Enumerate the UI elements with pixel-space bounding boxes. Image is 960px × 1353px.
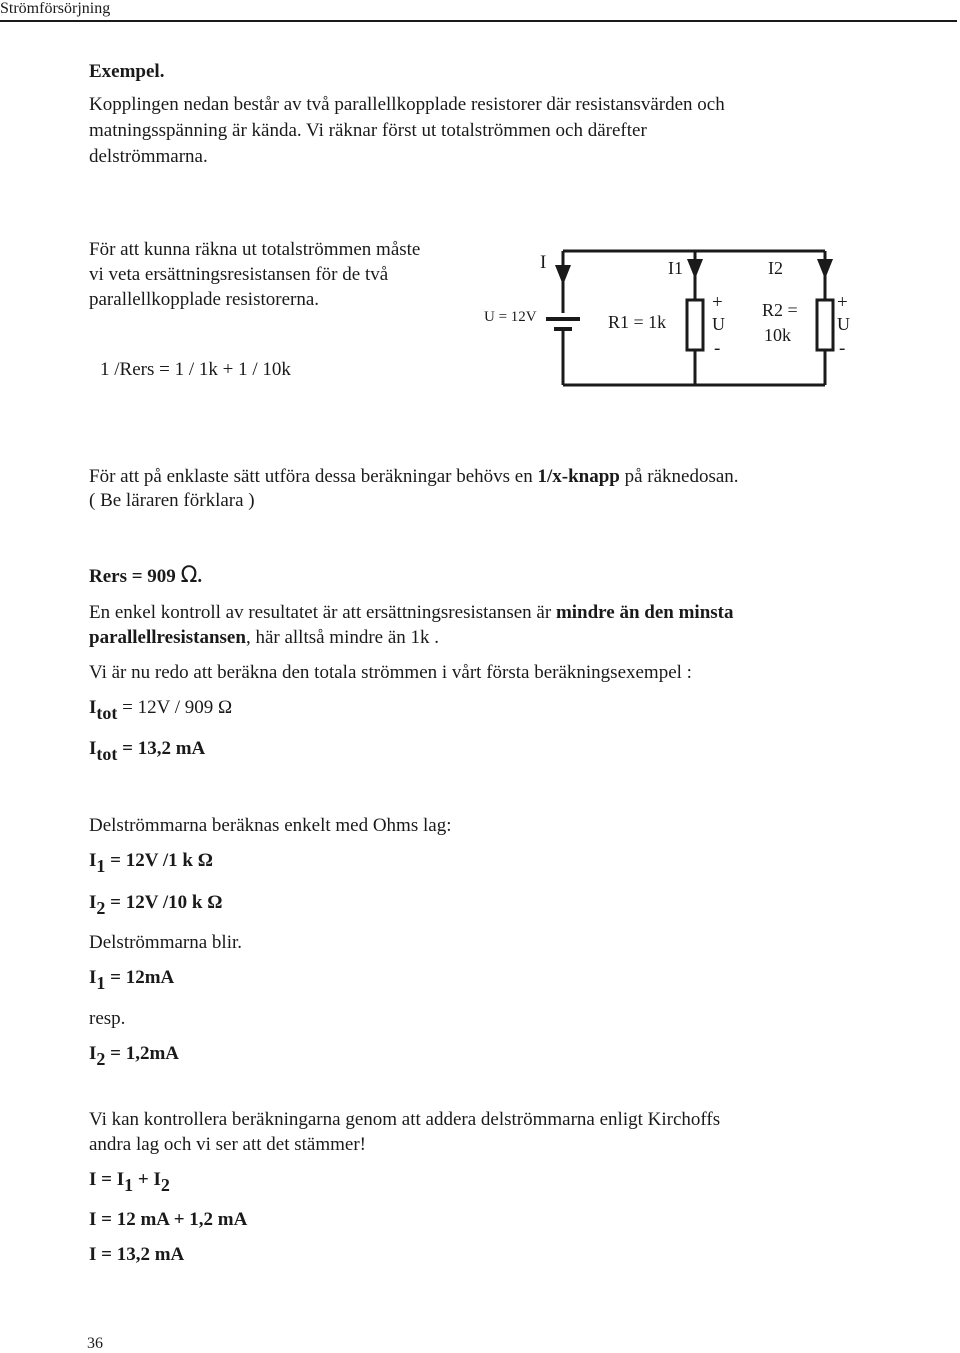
check-line-1: [89, 600, 733, 626]
calc-line-3: parallellkopplade resistorerna.: [89, 289, 320, 310]
i1-equation: [89, 850, 213, 876]
eq-rhs: = 12V /10 k Ω: [105, 892, 223, 913]
eq-lhs: I = I: [89, 1169, 125, 1190]
check-emphasis-2: parallellresistansen: [89, 627, 246, 648]
check-emphasis-1: mindre än den minsta: [555, 602, 734, 623]
current-arrow-branch2: [817, 259, 833, 279]
running-header: Strömförsörjning: [0, 0, 111, 17]
rers-result-value: Rers = 909: [89, 566, 181, 587]
rers-formula: 1 /Rers = 1 / 1k + 1 / 10k: [100, 359, 291, 380]
i1-result: [89, 967, 175, 993]
label-total-current: I: [540, 252, 547, 273]
r1-minus-sign: -: [714, 338, 721, 359]
eq-symbol: I: [89, 892, 97, 913]
tip-line-2: ( Be läraren förklara ): [89, 490, 255, 511]
circuit-diagram: [480, 245, 860, 390]
check-line-2: [89, 625, 439, 651]
eq-symbol: I: [89, 967, 97, 988]
intro-line-3: delströmmarna.: [89, 146, 208, 167]
label-branch1-current: I1: [668, 258, 683, 278]
check-text-after: , här alltså mindre än 1k .: [245, 627, 440, 648]
partial-result-label: Delströmmarna blir.: [89, 932, 243, 953]
label-r2-line1: R2 =: [762, 300, 798, 320]
ohm-symbol: Ω: [218, 697, 233, 718]
eq-symbol: I: [89, 850, 97, 871]
resistor-r1: [687, 300, 703, 350]
rers-result-period: .: [197, 566, 203, 587]
r2-plus-sign: +: [837, 292, 848, 313]
eq-symbol: I: [89, 1043, 97, 1064]
header-rule: [0, 20, 957, 22]
eq-symbol: I: [89, 738, 97, 759]
resp-label: resp.: [89, 1008, 126, 1029]
label-branch2-current: I2: [768, 258, 783, 278]
r1-plus-sign: +: [712, 292, 723, 313]
calc-line-2: vi veta ersättningsresistansen för de två: [89, 264, 389, 285]
eq-rhs: = 13,2 mA: [117, 738, 206, 759]
label-r1: R1 = 1k: [608, 312, 667, 332]
i2-result: [89, 1043, 180, 1069]
r1-voltage-label: U: [712, 314, 725, 334]
kirchhoff-values-equation: I = 12 mA + 1,2 mA: [89, 1209, 248, 1230]
page-number: 36: [87, 1335, 103, 1352]
example-heading: Exempel.: [89, 61, 165, 82]
resistor-r2: [817, 300, 833, 350]
intro-line-1: Kopplingen nedan består av två parallellkopplade resistorer där resistansvärden och: [89, 94, 725, 115]
tip-line-1: [89, 464, 739, 490]
kirchhoff-sum-equation: [89, 1169, 170, 1195]
calc-line-1: För att kunna räkna ut totalströmmen måste: [89, 239, 421, 260]
eq-symbol: I: [89, 697, 97, 718]
eq-subscript: 2: [96, 1049, 106, 1069]
eq-rhs: = 12V /1 k Ω: [105, 850, 213, 871]
current-arrow-total: [555, 265, 571, 285]
tip-text-before: För att på enklaste sätt utföra dessa beräkningar behövs en: [89, 466, 538, 487]
ohm-symbol: Ω: [180, 563, 198, 588]
eq-rhs: = 1,2mA: [105, 1043, 180, 1064]
partial-intro: Delströmmarna beräknas enkelt med Ohms lag:: [89, 815, 452, 836]
eq-subscript: 1: [124, 1175, 134, 1195]
total-intro: Vi är nu redo att beräkna den totala strömmen i vårt första beräkningsexempel :: [89, 662, 692, 683]
eq-subscript: 2: [96, 898, 106, 918]
label-r2-line2: 10k: [764, 325, 791, 345]
eq-subscript: tot: [96, 703, 118, 723]
eq-subscript: 2: [160, 1175, 170, 1195]
r2-minus-sign: -: [839, 338, 846, 359]
eq-rhs: = 12V / 909: [117, 697, 219, 718]
eq-subscript: 1: [96, 856, 106, 876]
itot-equation-2: [89, 738, 206, 764]
eq-subscript: 1: [96, 973, 106, 993]
i2-equation: [89, 892, 223, 918]
kirchhoff-result-equation: I = 13,2 mA: [89, 1244, 185, 1265]
itot-equation-1: [89, 697, 233, 723]
eq-rhs: = 12mA: [105, 967, 175, 988]
eq-plus-term: + I: [133, 1169, 161, 1190]
r2-voltage-label: U: [837, 314, 850, 334]
kirchhoff-line-2: andra lag och vi ser att det stämmer!: [89, 1134, 366, 1155]
intro-line-2: matningsspänning är kända. Vi räknar först ut totalströmmen och därefter: [89, 120, 647, 141]
rers-result: [89, 563, 202, 590]
tip-calculator-key: 1/x-knapp: [537, 466, 620, 487]
eq-subscript: tot: [96, 744, 118, 764]
tip-text-after: på räknedosan.: [619, 466, 739, 487]
kirchhoff-line-1: Vi kan kontrollera beräkningarna genom att addera delströmmarna enligt Kirchoffs: [89, 1109, 721, 1130]
current-arrow-branch1: [687, 259, 703, 279]
label-supply-voltage: U = 12V: [484, 309, 537, 325]
check-text-before: En enkel kontroll av resultatet är att ersättningsresistansen är: [89, 602, 556, 623]
